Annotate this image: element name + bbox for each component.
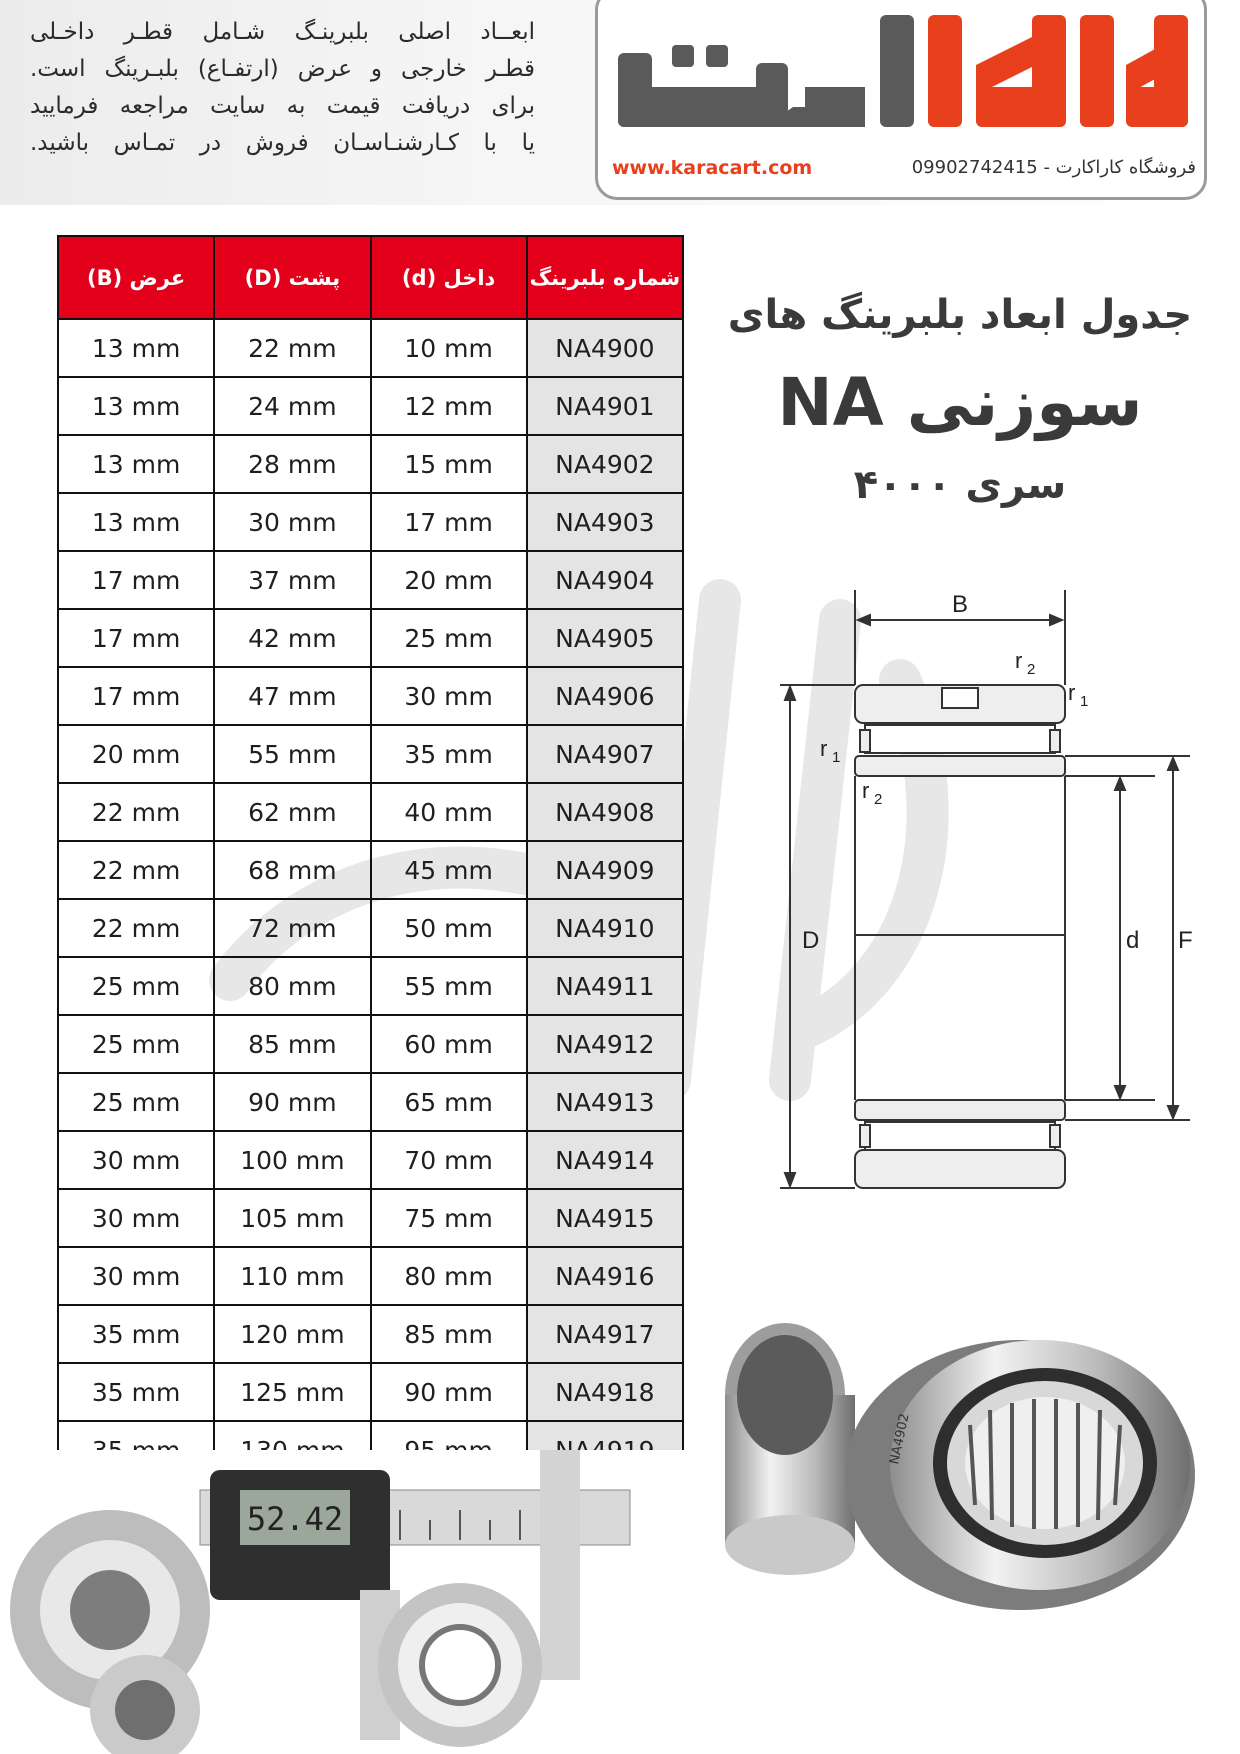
cell-inner-d: 85 mm <box>371 1305 527 1363</box>
cell-bearing-number: NA4911 <box>527 957 683 1015</box>
page-title-series: سری ۴۰۰۰ <box>853 462 1067 508</box>
cell-inner-d: 90 mm <box>371 1363 527 1421</box>
cell-width-b: 30 mm <box>58 1189 214 1247</box>
cell-inner-d: 10 mm <box>371 319 527 377</box>
cell-outer-d: 28 mm <box>214 435 370 493</box>
needle-bearing-photo <box>700 1315 1220 1615</box>
cell-bearing-number: NA4909 <box>527 841 683 899</box>
brand-logo <box>610 5 1194 150</box>
table-row <box>58 435 683 493</box>
cell-bearing-number: NA4912 <box>527 1015 683 1073</box>
cell-outer-d: 85 mm <box>214 1015 370 1073</box>
table-row <box>58 1247 683 1305</box>
label-r1-right-sub: 1 <box>1080 693 1089 710</box>
cell-outer-d: 68 mm <box>214 841 370 899</box>
bearing-cross-section-diagram <box>770 590 1200 1210</box>
table-row <box>58 493 683 551</box>
table-row <box>58 899 683 957</box>
cell-inner-d: 70 mm <box>371 1131 527 1189</box>
cell-inner-d: 15 mm <box>371 435 527 493</box>
cell-inner-d: 80 mm <box>371 1247 527 1305</box>
cell-width-b: 17 mm <box>58 609 214 667</box>
cell-inner-d: 17 mm <box>371 493 527 551</box>
table-row <box>58 551 683 609</box>
cell-outer-d: 62 mm <box>214 783 370 841</box>
cell-outer-d: 80 mm <box>214 957 370 1015</box>
cell-outer-d: 30 mm <box>214 493 370 551</box>
header-inner-d: داخل (d) <box>371 236 527 319</box>
table-row <box>58 1131 683 1189</box>
cell-inner-d: 35 mm <box>371 725 527 783</box>
label-r2-top: r <box>1015 648 1023 673</box>
bearing-marking-text: NA4902 <box>887 1412 913 1466</box>
store-label: فروشگاه کاراکارت - <box>1043 157 1196 178</box>
cell-width-b: 20 mm <box>58 725 214 783</box>
intro-line: قطـر خارجی و عرض (ارتفـاع) بلبـرینگ است. <box>30 56 535 82</box>
cell-outer-d: 37 mm <box>214 551 370 609</box>
table-header-row <box>58 236 683 319</box>
cell-outer-d: 110 mm <box>214 1247 370 1305</box>
cell-inner-d: 60 mm <box>371 1015 527 1073</box>
cell-width-b: 22 mm <box>58 783 214 841</box>
label-r1-left: r <box>820 736 828 761</box>
cell-width-b: 30 mm <box>58 1247 214 1305</box>
cell-outer-d: 55 mm <box>214 725 370 783</box>
table-row <box>58 841 683 899</box>
label-f: F <box>1178 927 1193 954</box>
phone-line <box>912 157 1196 178</box>
intro-line: برای دریافت قیمت به سایت مراجعه فرمایید <box>30 93 535 119</box>
cell-bearing-number: NA4917 <box>527 1305 683 1363</box>
cell-width-b: 25 mm <box>58 1015 214 1073</box>
cell-bearing-number: NA4906 <box>527 667 683 725</box>
label-b: B <box>951 591 969 618</box>
table-row <box>58 1189 683 1247</box>
cell-bearing-number: NA4901 <box>527 377 683 435</box>
caliper-bearings-photo <box>0 1450 700 1754</box>
cell-width-b: 13 mm <box>58 319 214 377</box>
intro-line: ابعــاد اصلی بلبرینـگ شـامل قطـر داخـلی <box>30 19 535 45</box>
cell-inner-d: 75 mm <box>371 1189 527 1247</box>
cell-bearing-number: NA4904 <box>527 551 683 609</box>
cell-width-b: 22 mm <box>58 841 214 899</box>
cell-bearing-number: NA4902 <box>527 435 683 493</box>
label-outer-d: D <box>802 927 820 954</box>
table-row <box>58 1363 683 1421</box>
cell-bearing-number: NA4916 <box>527 1247 683 1305</box>
label-r1-right: r <box>1068 680 1076 705</box>
title-block <box>700 285 1220 515</box>
cell-outer-d: 22 mm <box>214 319 370 377</box>
cell-inner-d: 30 mm <box>371 667 527 725</box>
phone-number[interactable]: 09902742415 <box>911 157 1038 178</box>
cell-width-b: 17 mm <box>58 667 214 725</box>
logo-wordmark-text: کاراکارت <box>883 137 921 148</box>
intro-text <box>30 14 535 162</box>
cell-outer-d: 47 mm <box>214 667 370 725</box>
table-row <box>58 319 683 377</box>
website-link[interactable]: www.karacart.com <box>612 157 813 179</box>
table-row <box>58 377 683 435</box>
cell-bearing-number: NA4903 <box>527 493 683 551</box>
cell-width-b: 22 mm <box>58 899 214 957</box>
table-row <box>58 1015 683 1073</box>
cell-inner-d: 55 mm <box>371 957 527 1015</box>
label-r2-left: r <box>862 778 870 803</box>
cell-outer-d: 125 mm <box>214 1363 370 1421</box>
label-r2-left-sub: 2 <box>874 791 883 808</box>
cell-outer-d: 42 mm <box>214 609 370 667</box>
cell-bearing-number: NA4915 <box>527 1189 683 1247</box>
cell-inner-d: 65 mm <box>371 1073 527 1131</box>
cell-outer-d: 72 mm <box>214 899 370 957</box>
cell-bearing-number: NA4918 <box>527 1363 683 1421</box>
cell-outer-d: 105 mm <box>214 1189 370 1247</box>
brand-logo-box[interactable] <box>595 0 1207 200</box>
label-inner-d: d <box>1126 927 1140 954</box>
contact-line <box>612 151 1196 185</box>
header-width-b: عرض (B) <box>58 236 214 319</box>
page-title: جدول ابعاد بلبرینگ های <box>727 292 1193 338</box>
cell-bearing-number: NA4907 <box>527 725 683 783</box>
cell-outer-d: 100 mm <box>214 1131 370 1189</box>
table-row <box>58 1073 683 1131</box>
label-r2-top-sub: 2 <box>1027 661 1036 678</box>
cell-width-b: 25 mm <box>58 1073 214 1131</box>
cell-width-b: 30 mm <box>58 1131 214 1189</box>
cell-inner-d: 20 mm <box>371 551 527 609</box>
cell-width-b: 13 mm <box>58 493 214 551</box>
cell-width-b: 35 mm <box>58 1363 214 1421</box>
cell-bearing-number: NA4900 <box>527 319 683 377</box>
intro-line: یا با کـارشنـاسـان فروش در تمـاس باشید. <box>30 130 535 156</box>
table-row <box>58 725 683 783</box>
cell-inner-d: 45 mm <box>371 841 527 899</box>
cell-width-b: 13 mm <box>58 377 214 435</box>
header-outer-d: پشت (D) <box>214 236 370 319</box>
page-title-series-name: سوزنی NA <box>777 364 1143 441</box>
cell-bearing-number: NA4914 <box>527 1131 683 1189</box>
cell-width-b: 25 mm <box>58 957 214 1015</box>
label-r1-left-sub: 1 <box>832 749 841 766</box>
cell-bearing-number: NA4913 <box>527 1073 683 1131</box>
table-row <box>58 1305 683 1363</box>
cell-inner-d: 25 mm <box>371 609 527 667</box>
cell-bearing-number: NA4908 <box>527 783 683 841</box>
cell-bearing-number: NA4905 <box>527 609 683 667</box>
cell-width-b: 17 mm <box>58 551 214 609</box>
cell-inner-d: 12 mm <box>371 377 527 435</box>
table-row <box>58 609 683 667</box>
cell-inner-d: 50 mm <box>371 899 527 957</box>
cell-bearing-number: NA4910 <box>527 899 683 957</box>
cell-inner-d: 40 mm <box>371 783 527 841</box>
cell-outer-d: 90 mm <box>214 1073 370 1131</box>
caliper-reading: 52.42 <box>246 1500 344 1538</box>
cell-outer-d: 120 mm <box>214 1305 370 1363</box>
table-row <box>58 783 683 841</box>
dimensions-table <box>57 235 684 1480</box>
header-bearing-number: شماره بلبرینگ <box>527 236 683 319</box>
table-row <box>58 957 683 1015</box>
table-row <box>58 667 683 725</box>
cell-width-b: 35 mm <box>58 1305 214 1363</box>
cell-outer-d: 24 mm <box>214 377 370 435</box>
cell-width-b: 13 mm <box>58 435 214 493</box>
